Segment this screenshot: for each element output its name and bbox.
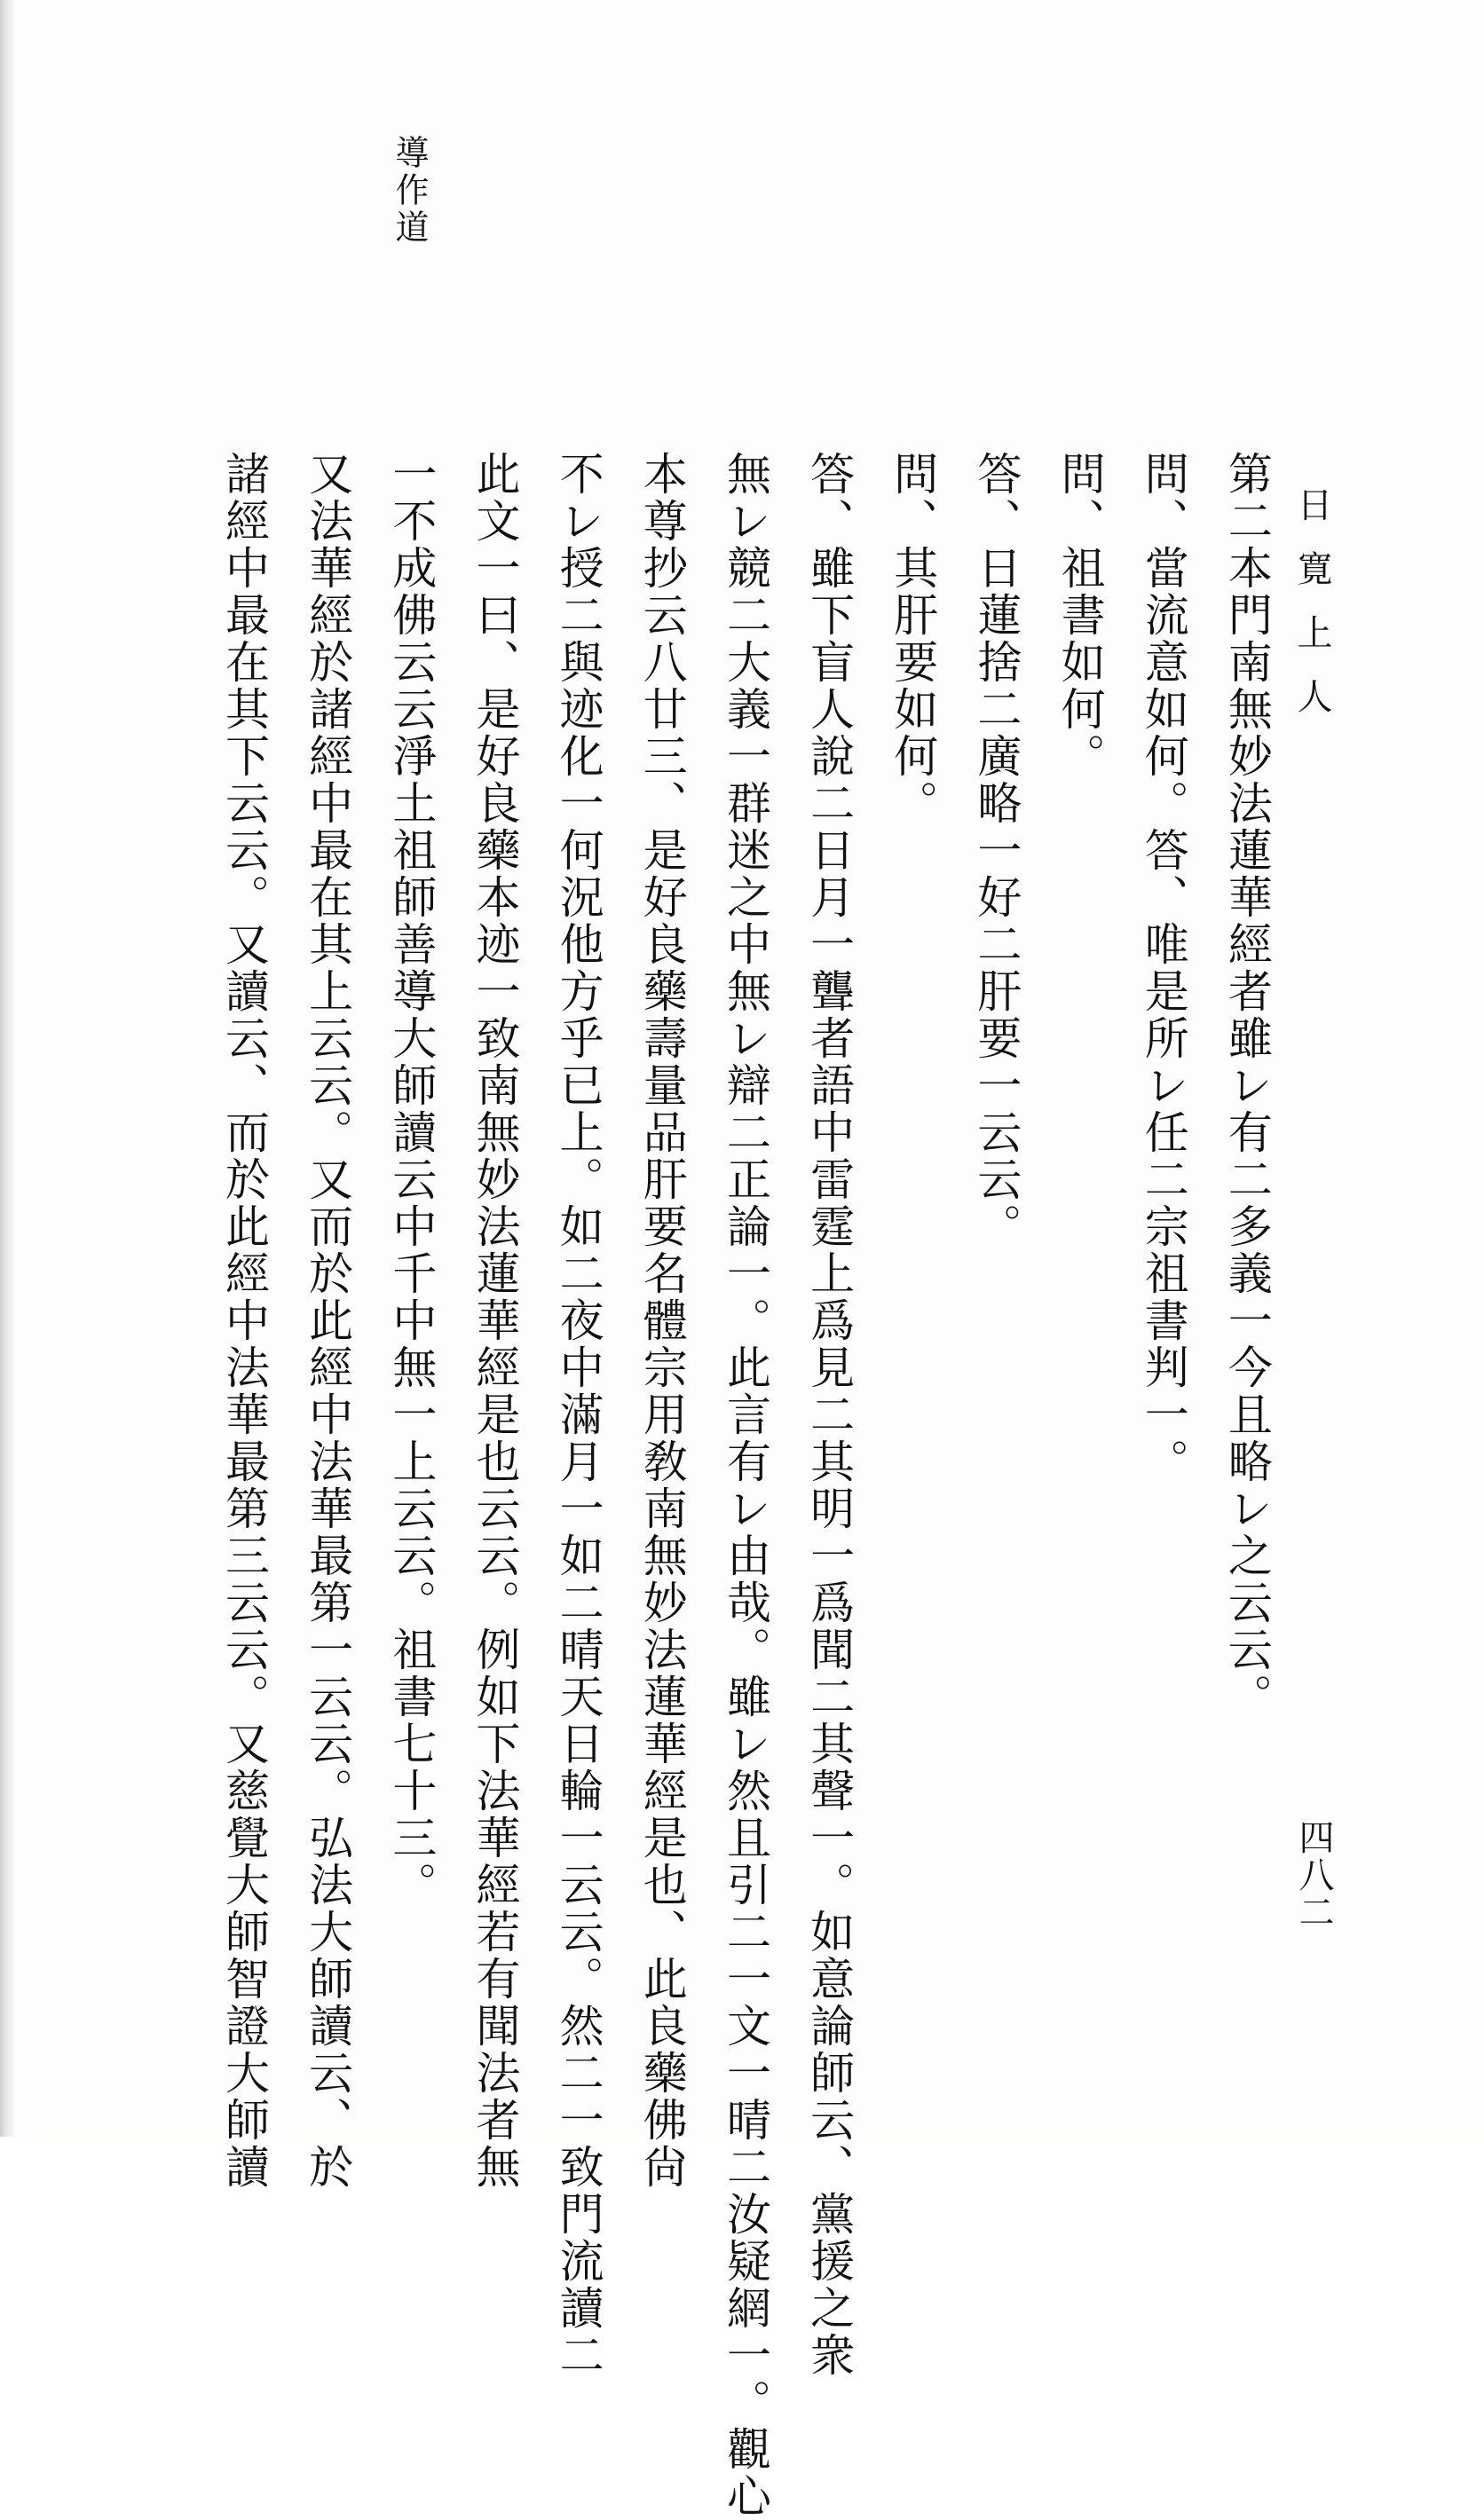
text-column-4: 答、日蓮捨二廣略一好二肝要一云云。 [970,451,1022,1250]
text-column-6: 答、雖下盲人說二日月一聾者語中雷霆上爲見二其明一爲聞二其聲一。如意論師云、黨援之衆 [803,451,856,2379]
text-column-13: 諸經中最在其下云云。又讀云、而於此經中法華最第三云云。又慈覺大師智證大師讀 [218,451,270,2191]
text-column-3: 問、祖書如何。 [1054,451,1106,780]
page-number: 四八二 [1293,1819,1334,1931]
text-column-9: 不レ授二與迹化一何況他方乎已上。如二夜中滿月一如二晴天日輪一云云。然二一致門流讀二 [552,451,604,2379]
text-column-12: 又法華經於諸經中最在其上云云。又而於此經中法華最第一云云。弘法大師讀云、於 [302,451,354,2191]
text-column-5: 問、其肝要如何。 [887,451,939,827]
text-column-11: 一不成佛云云淨土祖師善導大師讀云中千中無一上云云。祖書七十三。 [385,451,438,1909]
body-text [218,451,1273,2520]
text-column-1: 第二本門南無妙法蓮華經者雖レ有二多義一今且略レ之云云。 [1220,451,1273,1721]
text-column-10: 此文一曰、是好良藥本迹一致南無妙法蓮華經是也云云。例如下法華經若有聞法者無 [469,451,521,2191]
running-head: 日寛上人 [1291,486,1332,742]
text-column-8: 本尊抄云八廿三、是好良藥壽量品肝要名體宗用敎南無妙法蓮華經是也、此良藥佛尙 [635,451,688,2191]
margin-note: 導作道 [390,135,429,247]
text-column-7: 無レ競二大義一群迷之中無レ辯二正論一。此言有レ由哉。雖レ然且引二一文一晴二汝疑網一。觀心 [719,451,771,2520]
text-column-2: 問、當流意如何。答、唯是所レ任二宗祖書判一。 [1137,451,1189,1485]
scan-edge-shadow [0,0,14,2137]
